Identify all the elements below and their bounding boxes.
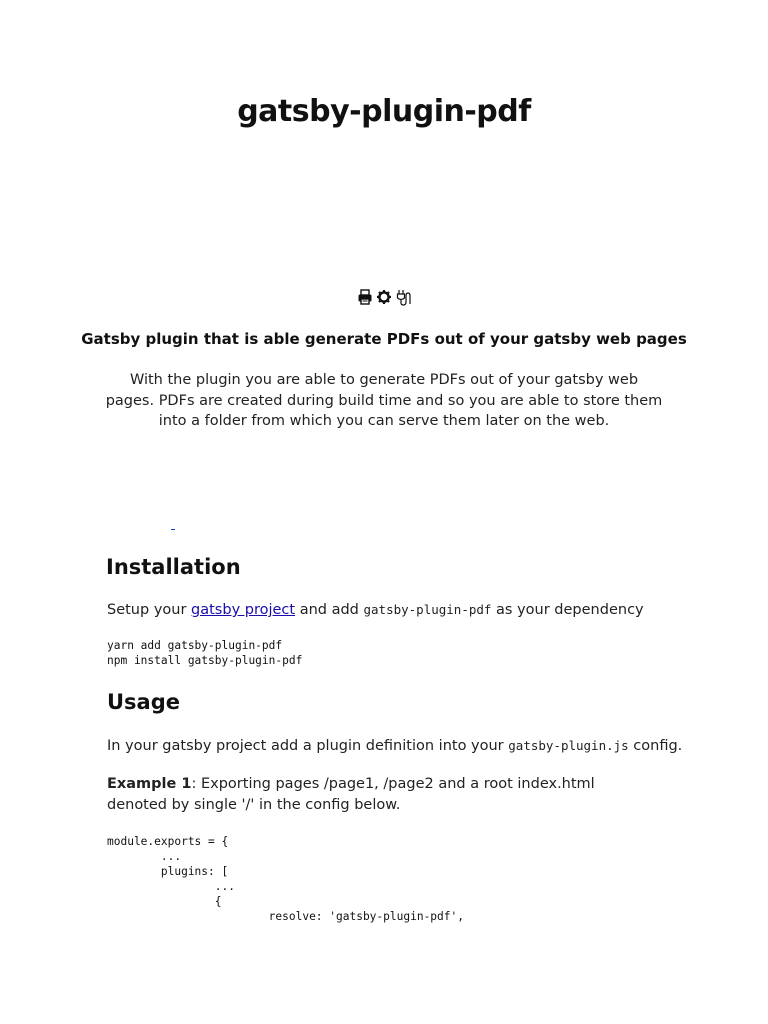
subtitle: Gatsby plugin that is able generate PDFs out of your gatsby web pages	[81, 330, 687, 348]
usage-inline-code: gatsby-plugin.js	[508, 738, 629, 753]
installation-text-middle: and add	[295, 602, 364, 618]
installation-heading: Installation	[106, 555, 241, 579]
printer-icon	[357, 288, 373, 306]
plug-icon	[395, 288, 411, 306]
gatsby-project-link[interactable]: gatsby project	[191, 602, 296, 618]
config-code-block: module.exports = { ... plugins: [ ... { resolve: 'gatsby-plugin-pdf',	[107, 835, 464, 923]
usage-heading: Usage	[107, 690, 180, 714]
intro-paragraph: With the plugin you are able to generate PDFs out of your gatsby web pages. PDFs are created during build time and so you are able to store them into a folder from which you can serve them later on the web.	[105, 372, 663, 429]
installation-inline-code: gatsby-plugin-pdf	[363, 602, 492, 617]
usage-text-after: config.	[628, 738, 683, 754]
usage-text-before: In your gatsby project add a plugin definition into your	[107, 738, 509, 754]
example-text: : Exporting pages /page1, /page2 and a root index.html denoted by single '/' in the config below.	[107, 776, 595, 813]
installation-text-after: as your dependency	[491, 602, 644, 618]
install-commands-code: yarn add gatsby-plugin-pdf npm install gatsby-plugin-pdf	[107, 639, 303, 667]
installation-paragraph	[107, 600, 644, 621]
usage-paragraph	[107, 736, 682, 757]
installation-text-before: Setup your	[107, 602, 192, 618]
example-label: Example 1	[107, 776, 192, 792]
gear-icon	[376, 288, 392, 306]
badge-icons	[0, 288, 768, 306]
example-paragraph	[107, 774, 647, 815]
anchor-link[interactable]	[171, 529, 175, 530]
page-title: gatsby-plugin-pdf	[237, 94, 531, 129]
